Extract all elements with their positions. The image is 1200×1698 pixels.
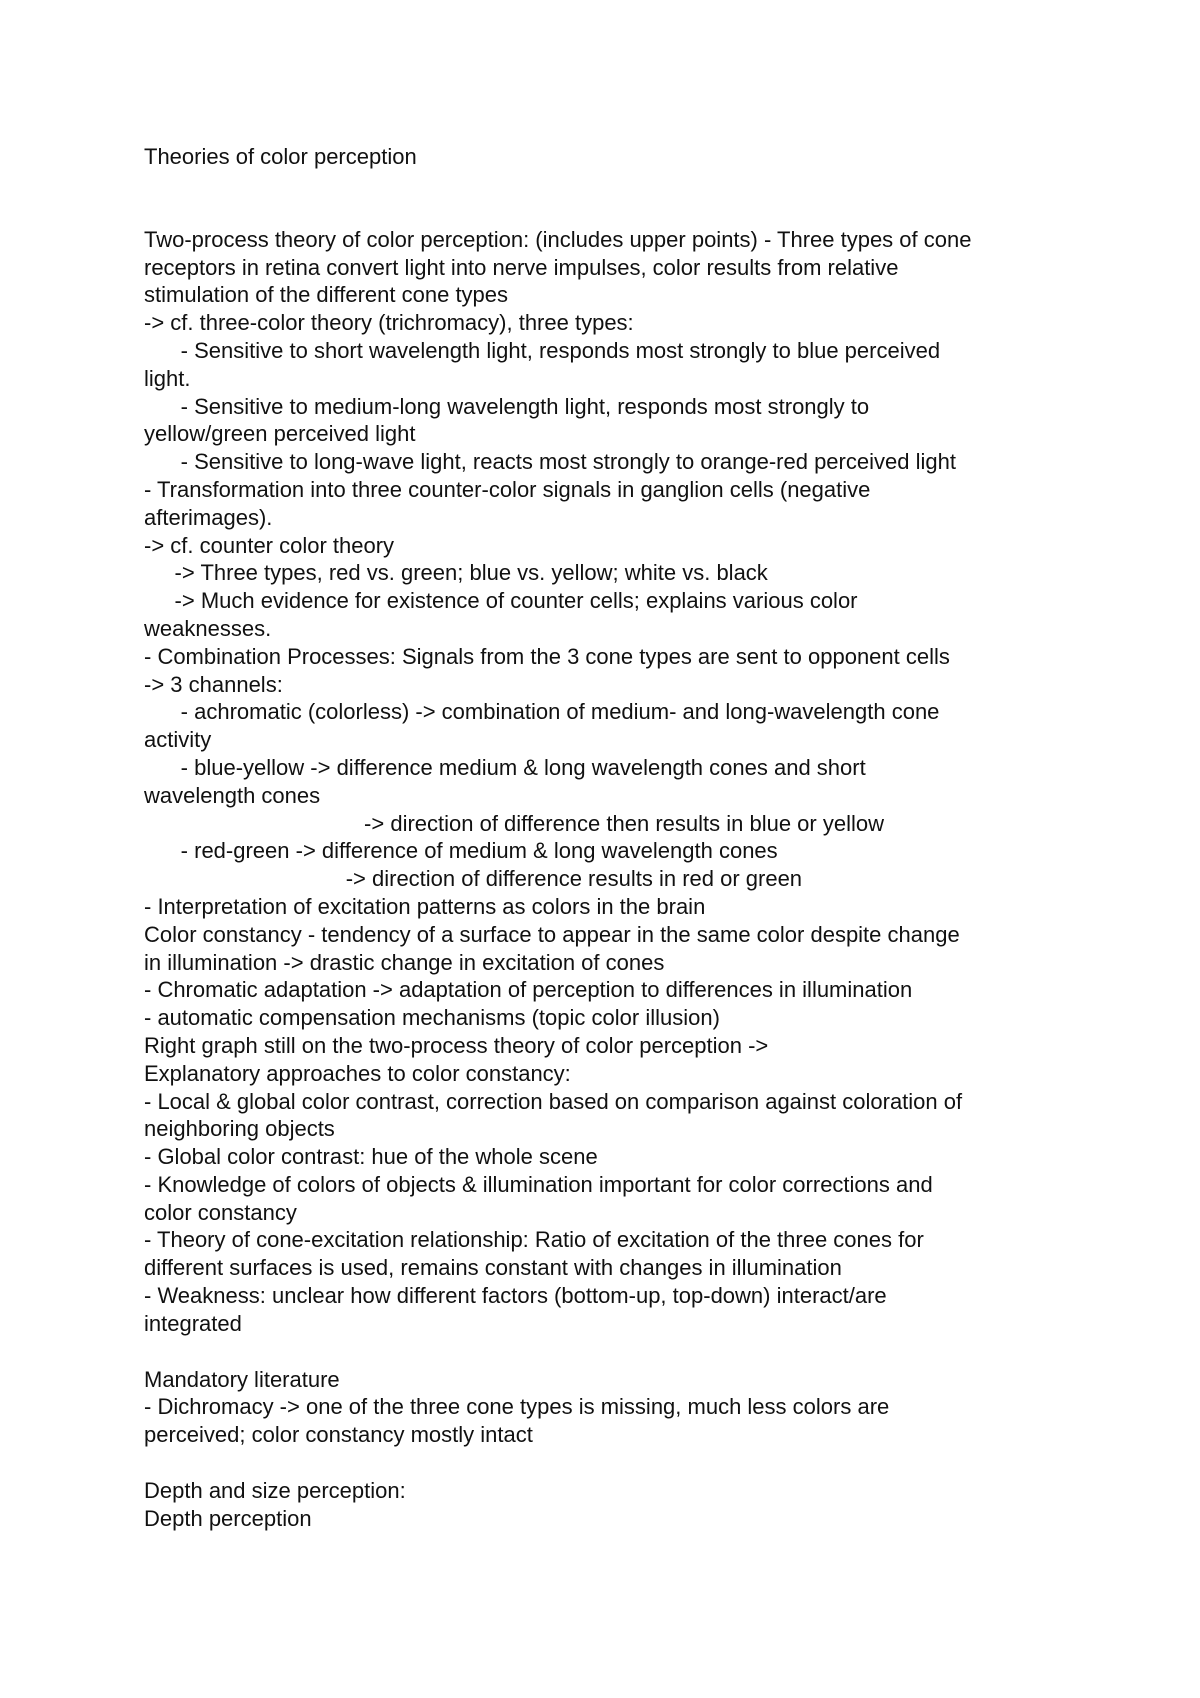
text-line: color constancy [144, 1199, 297, 1225]
text-line: light. [144, 365, 191, 391]
section-depth-perception [144, 1477, 1064, 1533]
text-line: afterimages). [144, 504, 273, 530]
text-line: yellow/green perceived light [144, 421, 416, 447]
text-line: receptors in retina convert light into nerve impulses, color results from relative [144, 254, 899, 280]
text-line: -> Three types, red vs. green; blue vs. yellow; white vs. black [144, 560, 768, 586]
section-mandatory-literature [144, 1366, 1064, 1449]
text-line: - Dichromacy -> one of the three cone types is missing, much less colors are [144, 1394, 890, 1420]
text-line: - Sensitive to medium-long wavelength light, responds most strongly to [144, 393, 870, 419]
text-line: - red-green -> difference of medium & long wavelength cones [144, 838, 778, 864]
text-line: - blue-yellow -> difference medium & long wavelength cones and short [144, 754, 866, 780]
text-line: Depth and size perception: [144, 1478, 406, 1504]
text-line: weaknesses. [144, 615, 272, 641]
text-line: -> 3 channels: [144, 671, 283, 697]
text-line: in illumination -> drastic change in excitation of cones [144, 949, 665, 975]
text-line: -> cf. three-color theory (trichromacy), three types: [144, 310, 634, 336]
text-line: Right graph still on the two-process theory of color perception -> [144, 1032, 769, 1058]
text-line: - Transformation into three counter-color signals in ganglion cells (negative [144, 476, 871, 502]
text-line: neighboring objects [144, 1116, 335, 1142]
text-line: - automatic compensation mechanisms (topic color illusion) [144, 1005, 720, 1031]
text-line: - Weakness: unclear how different factors (bottom-up, top-down) interact/are [144, 1283, 887, 1309]
text-line: different surfaces is used, remains constant with changes in illumination [144, 1255, 842, 1281]
text-line: - Interpretation of excitation patterns as colors in the brain [144, 893, 706, 919]
text-line: -> cf. counter color theory [144, 532, 395, 558]
text-line: - achromatic (colorless) -> combination of medium- and long-wavelength cone [144, 699, 940, 725]
spacer [144, 171, 1064, 226]
text-line: - Knowledge of colors of objects & illumination important for color corrections and [144, 1171, 933, 1197]
text-line: Two-process theory of color perception: (includes upper points) - Three types of cone [144, 226, 972, 252]
text-line: Color constancy - tendency of a surface to appear in the same color despite change [144, 921, 960, 947]
text-line: - Combination Processes: Signals from the 3 cone types are sent to opponent cells [144, 643, 950, 669]
spacer [144, 1338, 1064, 1366]
document-content [144, 143, 1064, 1533]
text-line: - Global color contrast: hue of the whole scene [144, 1144, 598, 1170]
text-line: - Chromatic adaptation -> adaptation of perception to differences in illumination [144, 977, 913, 1003]
text-line: activity [144, 727, 212, 753]
text-line: - Theory of cone-excitation relationship: Ratio of excitation of the three cones for [144, 1227, 924, 1253]
text-line: Mandatory literature [144, 1366, 340, 1392]
text-line: - Local & global color contrast, correction based on comparison against coloration of [144, 1088, 963, 1114]
text-line: -> direction of difference then results in blue or yellow [144, 810, 884, 836]
text-line: -> direction of difference results in red or green [144, 866, 803, 892]
text-line: - Sensitive to long-wave light, reacts most strongly to orange-red perceived light [144, 449, 956, 475]
text-line: - Sensitive to short wavelength light, responds most strongly to blue perceived [144, 337, 941, 363]
text-line: wavelength cones [144, 782, 321, 808]
text-line: Explanatory approaches to color constancy: [144, 1060, 571, 1086]
document-title: Theories of color perception [144, 144, 417, 169]
text-line: -> Much evidence for existence of counter cells; explains various color [144, 588, 858, 614]
section-color-theories [144, 226, 1064, 1338]
text-line: stimulation of the different cone types [144, 282, 509, 308]
text-line: Depth perception [144, 1505, 312, 1531]
text-line: integrated [144, 1310, 242, 1336]
spacer [144, 1449, 1064, 1477]
text-line: perceived; color constancy mostly intact [144, 1422, 533, 1448]
